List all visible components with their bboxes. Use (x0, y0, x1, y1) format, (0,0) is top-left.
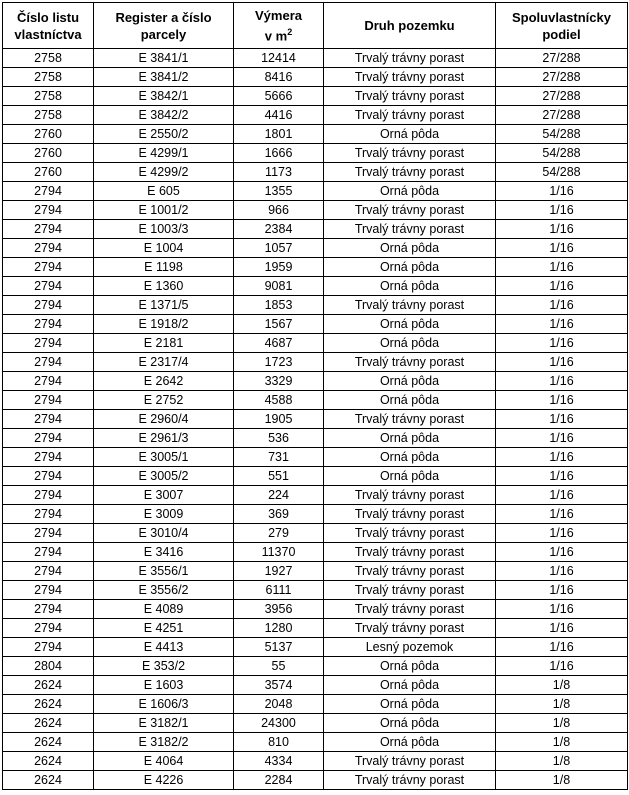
cell-ownership-sheet-number: 2624 (3, 714, 94, 733)
cell-register-parcel-number: E 3005/1 (94, 448, 234, 467)
cell-area: 11370 (234, 543, 324, 562)
cell-ownership-sheet-number: 2624 (3, 771, 94, 790)
cell-land-type: Orná pôda (324, 277, 496, 296)
cell-ownership-sheet-number: 2794 (3, 448, 94, 467)
cell-area: 4416 (234, 106, 324, 125)
cell-co-ownership-share: 1/16 (496, 334, 628, 353)
cell-ownership-sheet-number: 2758 (3, 49, 94, 68)
cell-ownership-sheet-number: 2758 (3, 106, 94, 125)
cell-register-parcel-number: E 4089 (94, 600, 234, 619)
table-row (3, 562, 628, 581)
table-row (3, 220, 628, 239)
cell-register-parcel-number: E 3005/2 (94, 467, 234, 486)
cell-register-parcel-number: E 2752 (94, 391, 234, 410)
cell-register-parcel-number: E 1198 (94, 258, 234, 277)
cell-ownership-sheet-number: 2794 (3, 429, 94, 448)
header-register-parcel-number: Register a číslo parcely (94, 3, 234, 49)
cell-land-type: Orná pôda (324, 695, 496, 714)
cell-co-ownership-share: 1/16 (496, 448, 628, 467)
cell-area: 966 (234, 201, 324, 220)
cell-register-parcel-number: E 2960/4 (94, 410, 234, 429)
cell-land-type: Orná pôda (324, 239, 496, 258)
table-row (3, 87, 628, 106)
table-row (3, 600, 628, 619)
cell-co-ownership-share: 1/16 (496, 391, 628, 410)
table-row (3, 638, 628, 657)
cell-land-type: Trvalý trávny porast (324, 106, 496, 125)
cell-area: 3574 (234, 676, 324, 695)
cell-co-ownership-share: 27/288 (496, 87, 628, 106)
cell-land-type: Trvalý trávny porast (324, 296, 496, 315)
cell-area: 1905 (234, 410, 324, 429)
cell-land-type: Trvalý trávny porast (324, 49, 496, 68)
cell-register-parcel-number: E 4299/1 (94, 144, 234, 163)
table-row (3, 372, 628, 391)
header-area-unit-sup: 2 (287, 26, 293, 37)
table-row (3, 315, 628, 334)
cell-land-type: Lesný pozemok (324, 638, 496, 657)
cell-land-type: Orná pôda (324, 315, 496, 334)
cell-register-parcel-number: E 1004 (94, 239, 234, 258)
cell-co-ownership-share: 1/16 (496, 619, 628, 638)
cell-co-ownership-share: 1/16 (496, 296, 628, 315)
cell-area: 369 (234, 505, 324, 524)
cell-ownership-sheet-number: 2794 (3, 486, 94, 505)
cell-area: 3329 (234, 372, 324, 391)
cell-register-parcel-number: E 1603 (94, 676, 234, 695)
cell-land-type: Orná pôda (324, 467, 496, 486)
cell-area: 279 (234, 524, 324, 543)
cell-register-parcel-number: E 2550/2 (94, 125, 234, 144)
table-row (3, 163, 628, 182)
table-row (3, 524, 628, 543)
cell-register-parcel-number: E 3841/1 (94, 49, 234, 68)
cell-register-parcel-number: E 3841/2 (94, 68, 234, 87)
cell-area: 1723 (234, 353, 324, 372)
cell-land-type: Trvalý trávny porast (324, 752, 496, 771)
cell-ownership-sheet-number: 2794 (3, 410, 94, 429)
cell-co-ownership-share: 1/16 (496, 239, 628, 258)
cell-co-ownership-share: 1/16 (496, 220, 628, 239)
cell-co-ownership-share: 27/288 (496, 68, 628, 87)
cell-ownership-sheet-number: 2760 (3, 144, 94, 163)
cell-co-ownership-share: 1/8 (496, 771, 628, 790)
cell-land-type: Trvalý trávny porast (324, 220, 496, 239)
cell-ownership-sheet-number: 2624 (3, 695, 94, 714)
table-body (3, 49, 628, 790)
cell-area: 2284 (234, 771, 324, 790)
cell-ownership-sheet-number: 2794 (3, 581, 94, 600)
table-row (3, 144, 628, 163)
cell-ownership-sheet-number: 2794 (3, 277, 94, 296)
cell-land-type: Trvalý trávny porast (324, 524, 496, 543)
table-row (3, 752, 628, 771)
table-row (3, 391, 628, 410)
cell-area: 55 (234, 657, 324, 676)
table-row (3, 353, 628, 372)
cell-land-type: Trvalý trávny porast (324, 505, 496, 524)
cell-area: 6111 (234, 581, 324, 600)
header-area-label: Výmera (255, 7, 302, 23)
header-area-unit: v m (264, 28, 288, 44)
cell-area: 1927 (234, 562, 324, 581)
cell-register-parcel-number: E 4299/2 (94, 163, 234, 182)
table-row (3, 467, 628, 486)
table-row (3, 448, 628, 467)
cell-ownership-sheet-number: 2794 (3, 334, 94, 353)
table-row (3, 657, 628, 676)
cell-land-type: Orná pôda (324, 429, 496, 448)
cell-co-ownership-share: 1/16 (496, 562, 628, 581)
cell-register-parcel-number: E 3010/4 (94, 524, 234, 543)
cell-land-type: Trvalý trávny porast (324, 68, 496, 87)
cell-register-parcel-number: E 3182/2 (94, 733, 234, 752)
cell-register-parcel-number: E 1360 (94, 277, 234, 296)
cell-register-parcel-number: E 3556/1 (94, 562, 234, 581)
cell-ownership-sheet-number: 2794 (3, 638, 94, 657)
table-row (3, 410, 628, 429)
cell-area: 1567 (234, 315, 324, 334)
cell-register-parcel-number: E 1001/2 (94, 201, 234, 220)
cell-land-type: Trvalý trávny porast (324, 144, 496, 163)
cell-land-type: Orná pôda (324, 125, 496, 144)
cell-land-type: Orná pôda (324, 676, 496, 695)
table-row (3, 581, 628, 600)
header-ownership-sheet-number: Číslo listu vlastníctva (3, 3, 94, 49)
cell-area: 731 (234, 448, 324, 467)
cell-register-parcel-number: E 605 (94, 182, 234, 201)
table-row (3, 182, 628, 201)
cell-ownership-sheet-number: 2794 (3, 220, 94, 239)
cell-land-type: Orná pôda (324, 391, 496, 410)
cell-area: 8416 (234, 68, 324, 87)
cell-co-ownership-share: 1/16 (496, 657, 628, 676)
cell-area: 1173 (234, 163, 324, 182)
cell-co-ownership-share: 1/8 (496, 733, 628, 752)
table-row (3, 201, 628, 220)
table-row (3, 334, 628, 353)
cell-land-type: Trvalý trávny porast (324, 353, 496, 372)
cell-land-type: Trvalý trávny porast (324, 201, 496, 220)
cell-co-ownership-share: 1/16 (496, 467, 628, 486)
cell-land-type: Trvalý trávny porast (324, 486, 496, 505)
cell-area: 1959 (234, 258, 324, 277)
cell-co-ownership-share: 1/16 (496, 486, 628, 505)
cell-ownership-sheet-number: 2794 (3, 182, 94, 201)
cell-land-type: Trvalý trávny porast (324, 410, 496, 429)
cell-register-parcel-number: E 4251 (94, 619, 234, 638)
cell-ownership-sheet-number: 2760 (3, 125, 94, 144)
table-row (3, 486, 628, 505)
cell-area: 2048 (234, 695, 324, 714)
cell-ownership-sheet-number: 2794 (3, 201, 94, 220)
cell-ownership-sheet-number: 2624 (3, 752, 94, 771)
cell-register-parcel-number: E 3556/2 (94, 581, 234, 600)
cell-area: 9081 (234, 277, 324, 296)
cell-land-type: Trvalý trávny porast (324, 163, 496, 182)
cell-land-type: Trvalý trávny porast (324, 771, 496, 790)
cell-co-ownership-share: 1/8 (496, 714, 628, 733)
cell-register-parcel-number: E 2317/4 (94, 353, 234, 372)
cell-co-ownership-share: 1/16 (496, 258, 628, 277)
cell-land-type: Orná pôda (324, 182, 496, 201)
cell-register-parcel-number: E 1918/2 (94, 315, 234, 334)
cell-register-parcel-number: E 1606/3 (94, 695, 234, 714)
cell-register-parcel-number: E 3842/1 (94, 87, 234, 106)
cell-land-type: Trvalý trávny porast (324, 87, 496, 106)
table-row (3, 733, 628, 752)
cell-co-ownership-share: 1/16 (496, 353, 628, 372)
cell-area: 551 (234, 467, 324, 486)
cell-area: 1280 (234, 619, 324, 638)
table-row (3, 277, 628, 296)
cell-ownership-sheet-number: 2794 (3, 315, 94, 334)
cell-register-parcel-number: E 3182/1 (94, 714, 234, 733)
cell-area: 4588 (234, 391, 324, 410)
cell-register-parcel-number: E 3009 (94, 505, 234, 524)
cell-ownership-sheet-number: 2624 (3, 676, 94, 695)
cell-ownership-sheet-number: 2804 (3, 657, 94, 676)
cell-co-ownership-share: 1/16 (496, 410, 628, 429)
cell-area: 1801 (234, 125, 324, 144)
cell-co-ownership-share: 1/16 (496, 182, 628, 201)
cell-area: 1057 (234, 239, 324, 258)
cell-ownership-sheet-number: 2760 (3, 163, 94, 182)
cell-ownership-sheet-number: 2794 (3, 524, 94, 543)
cell-register-parcel-number: E 3842/2 (94, 106, 234, 125)
cell-co-ownership-share: 1/16 (496, 315, 628, 334)
cell-co-ownership-share: 27/288 (496, 106, 628, 125)
cell-ownership-sheet-number: 2794 (3, 467, 94, 486)
cell-co-ownership-share: 1/8 (496, 676, 628, 695)
cell-area: 12414 (234, 49, 324, 68)
cell-co-ownership-share: 27/288 (496, 49, 628, 68)
cell-area: 5137 (234, 638, 324, 657)
cell-co-ownership-share: 54/288 (496, 125, 628, 144)
cell-area: 536 (234, 429, 324, 448)
cell-register-parcel-number: E 2181 (94, 334, 234, 353)
cell-land-type: Trvalý trávny porast (324, 562, 496, 581)
cell-co-ownership-share: 1/16 (496, 201, 628, 220)
cell-area: 24300 (234, 714, 324, 733)
cell-ownership-sheet-number: 2794 (3, 372, 94, 391)
cell-register-parcel-number: E 1371/5 (94, 296, 234, 315)
cell-ownership-sheet-number: 2794 (3, 562, 94, 581)
table-row (3, 429, 628, 448)
table-row (3, 125, 628, 144)
cell-land-type: Orná pôda (324, 334, 496, 353)
cell-register-parcel-number: E 2642 (94, 372, 234, 391)
cell-ownership-sheet-number: 2794 (3, 600, 94, 619)
cell-land-type: Orná pôda (324, 733, 496, 752)
cell-ownership-sheet-number: 2794 (3, 391, 94, 410)
cell-co-ownership-share: 1/16 (496, 429, 628, 448)
cell-ownership-sheet-number: 2794 (3, 353, 94, 372)
table-row (3, 714, 628, 733)
header-row (3, 3, 628, 49)
cell-register-parcel-number: E 3007 (94, 486, 234, 505)
cell-ownership-sheet-number: 2794 (3, 619, 94, 638)
cell-ownership-sheet-number: 2794 (3, 258, 94, 277)
cell-ownership-sheet-number: 2794 (3, 505, 94, 524)
cell-co-ownership-share: 1/8 (496, 752, 628, 771)
table-row (3, 296, 628, 315)
table-row (3, 771, 628, 790)
cell-land-type: Trvalý trávny porast (324, 581, 496, 600)
cell-co-ownership-share: 1/16 (496, 505, 628, 524)
table-row (3, 106, 628, 125)
cell-area: 1666 (234, 144, 324, 163)
cell-area: 4334 (234, 752, 324, 771)
cell-ownership-sheet-number: 2794 (3, 543, 94, 562)
table-row (3, 68, 628, 87)
table-row (3, 239, 628, 258)
cell-land-type: Orná pôda (324, 657, 496, 676)
header-area (234, 3, 324, 49)
cell-ownership-sheet-number: 2794 (3, 296, 94, 315)
cell-area: 224 (234, 486, 324, 505)
cell-area: 1355 (234, 182, 324, 201)
cell-register-parcel-number: E 2961/3 (94, 429, 234, 448)
table-row (3, 676, 628, 695)
table-row (3, 505, 628, 524)
cell-area: 5666 (234, 87, 324, 106)
cell-land-type: Trvalý trávny porast (324, 619, 496, 638)
cell-co-ownership-share: 1/16 (496, 372, 628, 391)
table-row (3, 619, 628, 638)
cell-register-parcel-number: E 353/2 (94, 657, 234, 676)
cell-ownership-sheet-number: 2758 (3, 68, 94, 87)
cell-ownership-sheet-number: 2758 (3, 87, 94, 106)
parcel-table (2, 2, 628, 790)
cell-co-ownership-share: 54/288 (496, 163, 628, 182)
cell-register-parcel-number: E 3416 (94, 543, 234, 562)
cell-ownership-sheet-number: 2624 (3, 733, 94, 752)
cell-co-ownership-share: 54/288 (496, 144, 628, 163)
table-row (3, 543, 628, 562)
cell-area: 2384 (234, 220, 324, 239)
cell-co-ownership-share: 1/16 (496, 581, 628, 600)
table-row (3, 49, 628, 68)
cell-ownership-sheet-number: 2794 (3, 239, 94, 258)
cell-land-type: Orná pôda (324, 258, 496, 277)
cell-land-type: Trvalý trávny porast (324, 543, 496, 562)
cell-co-ownership-share: 1/16 (496, 277, 628, 296)
cell-land-type: Orná pôda (324, 372, 496, 391)
cell-land-type: Orná pôda (324, 714, 496, 733)
header-land-type: Druh pozemku (324, 3, 496, 49)
table-row (3, 258, 628, 277)
cell-land-type: Trvalý trávny porast (324, 600, 496, 619)
cell-co-ownership-share: 1/16 (496, 543, 628, 562)
table-row (3, 695, 628, 714)
cell-co-ownership-share: 1/16 (496, 638, 628, 657)
header-co-ownership-share: Spoluvlastnícky podiel (496, 3, 628, 49)
cell-co-ownership-share: 1/16 (496, 600, 628, 619)
cell-area: 3956 (234, 600, 324, 619)
cell-co-ownership-share: 1/16 (496, 524, 628, 543)
cell-area: 4687 (234, 334, 324, 353)
cell-register-parcel-number: E 4064 (94, 752, 234, 771)
cell-area: 1853 (234, 296, 324, 315)
cell-register-parcel-number: E 4226 (94, 771, 234, 790)
cell-register-parcel-number: E 1003/3 (94, 220, 234, 239)
cell-co-ownership-share: 1/8 (496, 695, 628, 714)
cell-register-parcel-number: E 4413 (94, 638, 234, 657)
cell-area: 810 (234, 733, 324, 752)
cell-land-type: Orná pôda (324, 448, 496, 467)
